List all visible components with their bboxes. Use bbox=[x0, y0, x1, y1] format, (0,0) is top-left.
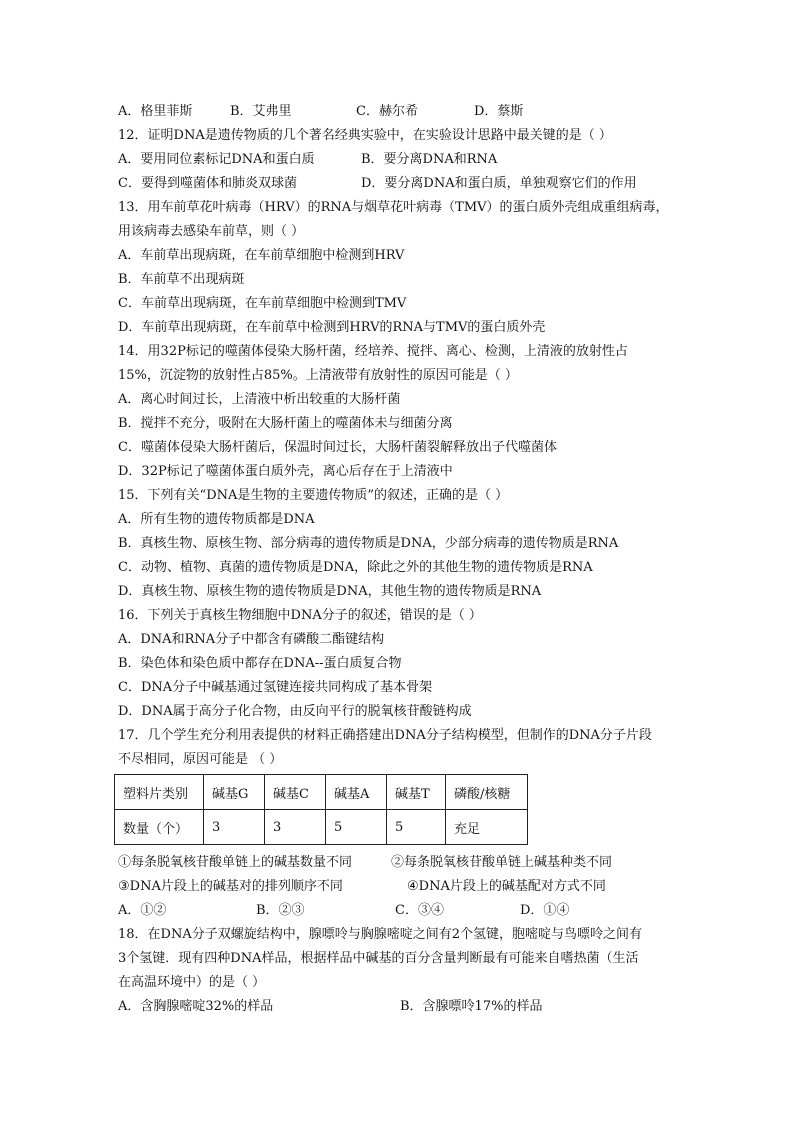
table-header-cell: 碱基G bbox=[204, 775, 265, 810]
q13-option-a[interactable]: A．车前草出现病斑，在车前草细胞中检测到HRV bbox=[118, 248, 405, 263]
materials-table bbox=[114, 774, 528, 845]
q16-stem: 16．下列关于真核生物细胞中DNA分子的叙述，错误的是（ ） bbox=[118, 608, 482, 623]
q18-option-a[interactable]: A．含胸腺嘧啶32%的样品 bbox=[118, 999, 274, 1014]
q11-option-a[interactable]: A．格里菲斯 bbox=[118, 104, 193, 119]
q14-option-c[interactable]: C．噬菌体侵染大肠杆菌后，保温时间过长，大肠杆菌裂解释放出子代噬菌体 bbox=[118, 440, 557, 455]
q17-option-a[interactable]: A．①② bbox=[118, 903, 167, 918]
q15-option-b[interactable]: B．真核生物、原核生物、部分病毒的遗传物质是DNA，少部分病毒的遗传物质是RNA bbox=[118, 536, 619, 551]
q12-option-c[interactable]: C．要得到噬菌体和肺炎双球菌 bbox=[118, 176, 297, 191]
q13-option-b[interactable]: B．车前草不出现病斑 bbox=[118, 272, 245, 287]
table-header-cell: 碱基C bbox=[265, 775, 326, 810]
table-cell: 5 bbox=[326, 810, 387, 845]
q13-stem-2: 用该病毒去感染车前草，则（ ） bbox=[118, 224, 305, 239]
q15-option-a[interactable]: A．所有生物的遗传物质都是DNA bbox=[118, 512, 315, 527]
table-header-cell: 碱基T bbox=[387, 775, 446, 810]
q18-stem-3: 在高温环境中）的是（ ） bbox=[118, 975, 266, 990]
q17-option-d[interactable]: D．①④ bbox=[520, 903, 570, 918]
q15-option-c[interactable]: C．动物、植物、真菌的遗传物质是DNA，除此之外的其他生物的遗传物质是RNA bbox=[118, 560, 593, 575]
table-cell: 充足 bbox=[446, 810, 528, 845]
q12-option-b[interactable]: B．要分离DNA和RNA bbox=[361, 152, 498, 167]
q12-stem: 12．证明DNA是遗传物质的几个著名经典实验中，在实验设计思路中最关键的是（ ） bbox=[118, 128, 612, 143]
q13-option-c[interactable]: C．车前草出现病斑，在车前草细胞中检测到TMV bbox=[118, 296, 407, 311]
q11-option-b[interactable]: B．艾弗里 bbox=[230, 104, 292, 119]
q17-option-b[interactable]: B．②③ bbox=[256, 903, 305, 918]
q12-option-a[interactable]: A．要用同位素标记DNA和蛋白质 bbox=[118, 152, 315, 167]
q11-option-c[interactable]: C．赫尔希 bbox=[356, 104, 418, 119]
q17-statements-34 bbox=[118, 875, 698, 899]
q17-stem-2: 不尽相同，原因可能是 （ ） bbox=[118, 752, 283, 767]
q15-stem: 15．下列有关“DNA是生物的主要遗传物质”的叙述，正确的是（ ） bbox=[118, 488, 509, 503]
q17-option-c[interactable]: C．③④ bbox=[395, 903, 444, 918]
q16-option-b[interactable]: B．染色体和染色质中都存在DNA--蛋白质复合物 bbox=[118, 656, 402, 671]
q18-options-ab bbox=[118, 995, 698, 1019]
q17-options bbox=[118, 899, 698, 923]
q16-option-d[interactable]: D．DNA属于高分子化合物，由反向平行的脱氧核苷酸链构成 bbox=[118, 704, 472, 719]
q17-statement-1: ①每条脱氧核苷酸单链上的碱基数量不同 bbox=[118, 855, 353, 870]
table-header-cell: 碱基A bbox=[326, 775, 387, 810]
table-header-row bbox=[115, 775, 528, 810]
q12-options-cd bbox=[118, 172, 698, 196]
q12-option-d[interactable]: D．要分离DNA和蛋白质，单独观察它们的作用 bbox=[361, 176, 637, 191]
q16-option-a[interactable]: A．DNA和RNA分子中都含有磷酸二酯键结构 bbox=[118, 632, 385, 647]
q14-stem-2: 15%，沉淀物的放射性占85%。上清液带有放射性的原因可能是（ ） bbox=[118, 368, 518, 383]
q14-option-b[interactable]: B．搅拌不充分，吸附在大肠杆菌上的噬菌体未与细菌分离 bbox=[118, 416, 453, 431]
q17-stem-1: 17．几个学生充分利用表提供的材料正确搭建出DNA分子结构模型，但制作的DNA分子片段 bbox=[118, 728, 652, 743]
q15-option-d[interactable]: D．真核生物、原核生物的遗传物质是DNA，其他生物的遗传物质是RNA bbox=[118, 584, 542, 599]
q14-option-d[interactable]: D．32P标记了噬菌体蛋白质外壳，离心后存在于上清液中 bbox=[118, 464, 453, 479]
q17-statement-4: ④DNA片段上的碱基配对方式不同 bbox=[407, 879, 606, 894]
table-cell: 3 bbox=[204, 810, 265, 845]
q11-option-d[interactable]: D．蔡斯 bbox=[474, 104, 524, 119]
q11-options bbox=[118, 100, 698, 124]
q17-statements-12 bbox=[118, 851, 698, 875]
q13-option-d[interactable]: D．车前草出现病斑，在车前草中检测到HRV的RNA与TMV的蛋白质外壳 bbox=[118, 320, 546, 335]
table-cell: 5 bbox=[387, 810, 446, 845]
q17-statement-3: ③DNA片段上的碱基对的排列顺序不同 bbox=[118, 879, 343, 894]
q18-option-b[interactable]: B．含腺嘌呤17%的样品 bbox=[400, 999, 543, 1014]
q14-option-a[interactable]: A．离心时间过长，上清液中析出较重的大肠杆菌 bbox=[118, 392, 401, 407]
q17-statement-2: ②每条脱氧核苷酸单链上碱基种类不同 bbox=[391, 855, 613, 870]
q13-stem-1: 13．用车前草花叶病毒（HRV）的RNA与烟草花叶病毒（TMV）的蛋白质外壳组成重组病毒， bbox=[118, 200, 669, 215]
q14-stem-1: 14．用32P标记的噬菌体侵染大肠杆菌，经培养、搅拌、离心、检测，上清液的放射性占 bbox=[118, 344, 628, 359]
q18-stem-2: 3个氢键．现有四种DNA样品，根据样品中碱基的百分含量判断最有可能来自嗜热菌（生活 bbox=[118, 951, 639, 966]
table-cell: 数量（个） bbox=[115, 810, 204, 845]
table-cell: 3 bbox=[265, 810, 326, 845]
exam-page bbox=[118, 100, 698, 1019]
q16-option-c[interactable]: C．DNA分子中碱基通过氢键连接共同构成了基本骨架 bbox=[118, 680, 433, 695]
q18-stem-1: 18．在DNA分子双螺旋结构中，腺嘌呤与胸腺嘧啶之间有2个氢键，胞嘧啶与鸟嘌呤之间有 bbox=[118, 927, 642, 942]
table-header-cell: 塑料片类别 bbox=[115, 775, 204, 810]
table-header-cell: 磷酸/核糖 bbox=[446, 775, 528, 810]
table-row bbox=[115, 810, 528, 845]
q12-options-ab bbox=[118, 148, 698, 172]
